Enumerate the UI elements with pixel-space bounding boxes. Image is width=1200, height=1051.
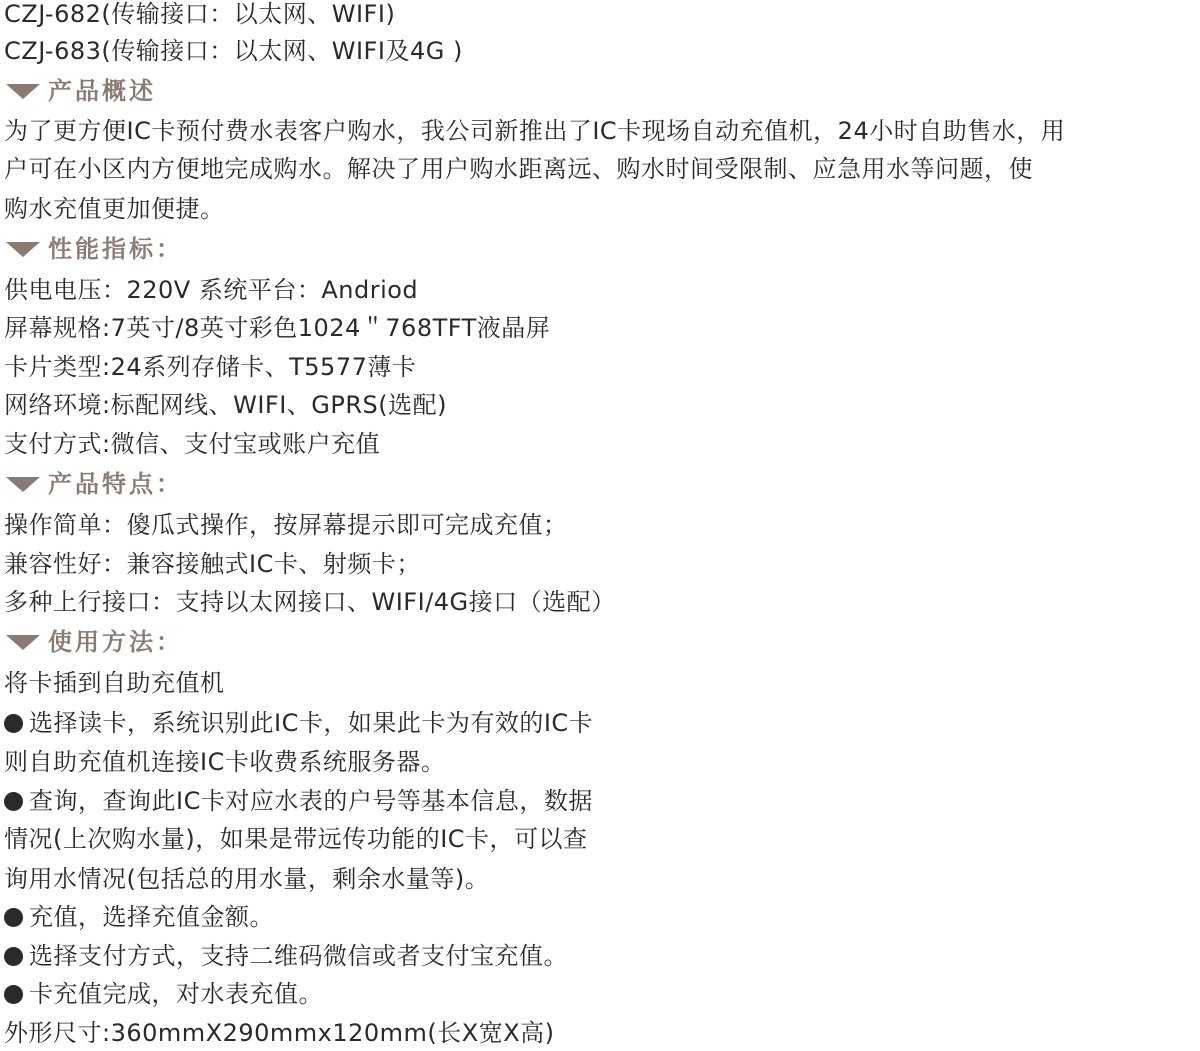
usage-step-text: 选择支付方式，支持二维码微信或者支付宝充值。 (29, 942, 568, 970)
heading-title: 使用方法： (48, 628, 183, 656)
feature-line: 兼容性好：兼容接触式IC卡、射频卡； (4, 550, 421, 578)
overview-line: 户可在小区内方便地完成购水。解决了用户购水距离远、购水时间受限制、应急用水等问题，使 (4, 155, 1033, 183)
model-line-683: CZJ-683(传输接口：以太网、WIFI及4G ) (4, 37, 463, 65)
bullet-icon (4, 714, 23, 733)
usage-step-continued: 询用水情况(包括总的用水量，剩余水量等)。 (4, 865, 490, 893)
usage-step-continued: 则自助充值机连接IC卡收费系统服务器。 (4, 748, 446, 776)
section-heading-specs (4, 231, 183, 267)
section-heading-features (4, 466, 183, 502)
bullet-icon (4, 985, 23, 1004)
model-line-682: CZJ-682(传输接口：以太网、WIFI) (4, 0, 396, 28)
triangle-down-icon (6, 477, 40, 492)
feature-line: 操作简单：傻瓜式操作，按屏幕提示即可完成充值； (4, 511, 568, 539)
triangle-down-icon (6, 84, 40, 99)
usage-step (4, 705, 1200, 741)
usage-step-text: 选择读卡，系统识别此IC卡，如果此卡为有效的IC卡 (29, 709, 594, 737)
spec-line: 网络环境:标配网线、WIFI、GPRS(选配) (4, 391, 447, 419)
usage-step (4, 783, 1200, 819)
dimensions-line: 外形尺寸:360mmX290mmx120mm(长X宽X高) (4, 1019, 555, 1047)
spec-line: 卡片类型:24系列存储卡、T5577薄卡 (4, 353, 417, 381)
overview-line: 购水充值更加便捷。 (4, 195, 225, 223)
heading-title: 性能指标： (48, 235, 183, 263)
usage-step-text: 充值，选择充值金额。 (29, 903, 274, 931)
usage-step (4, 938, 1200, 974)
spec-line: 屏幕规格:7英寸/8英寸彩色1024＂768TFT液晶屏 (4, 314, 551, 342)
feature-line: 多种上行接口：支持以太网接口、WIFI/4G接口（选配） (4, 588, 616, 616)
spec-line: 供电电压：220V 系统平台：Andriod (4, 276, 419, 304)
section-heading-overview (4, 73, 156, 109)
usage-step (4, 899, 1200, 935)
spec-line: 支付方式:微信、支付宝或账户充值 (4, 430, 381, 458)
heading-title: 产品概述 (48, 77, 156, 105)
bullet-icon (4, 908, 23, 927)
bullet-icon (4, 792, 23, 811)
triangle-down-icon (6, 635, 40, 650)
heading-title: 产品特点： (48, 470, 183, 498)
usage-step-text: 查询，查询此IC卡对应水表的户号等基本信息，数据 (29, 787, 593, 815)
bullet-icon (4, 947, 23, 966)
usage-step-text: 卡充值完成，对水表充值。 (29, 980, 323, 1008)
section-heading-usage (4, 624, 183, 660)
usage-intro: 将卡插到自助充值机 (4, 669, 225, 697)
usage-step (4, 976, 1200, 1012)
overview-line: 为了更方便IC卡预付费水表客户购水，我公司新推出了IC卡现场自动充值机，24小时自助售水，用 (4, 117, 1066, 145)
triangle-down-icon (6, 242, 40, 257)
usage-step-continued: 情况(上次购水量)，如果是带远传功能的IC卡，可以查 (4, 825, 588, 853)
